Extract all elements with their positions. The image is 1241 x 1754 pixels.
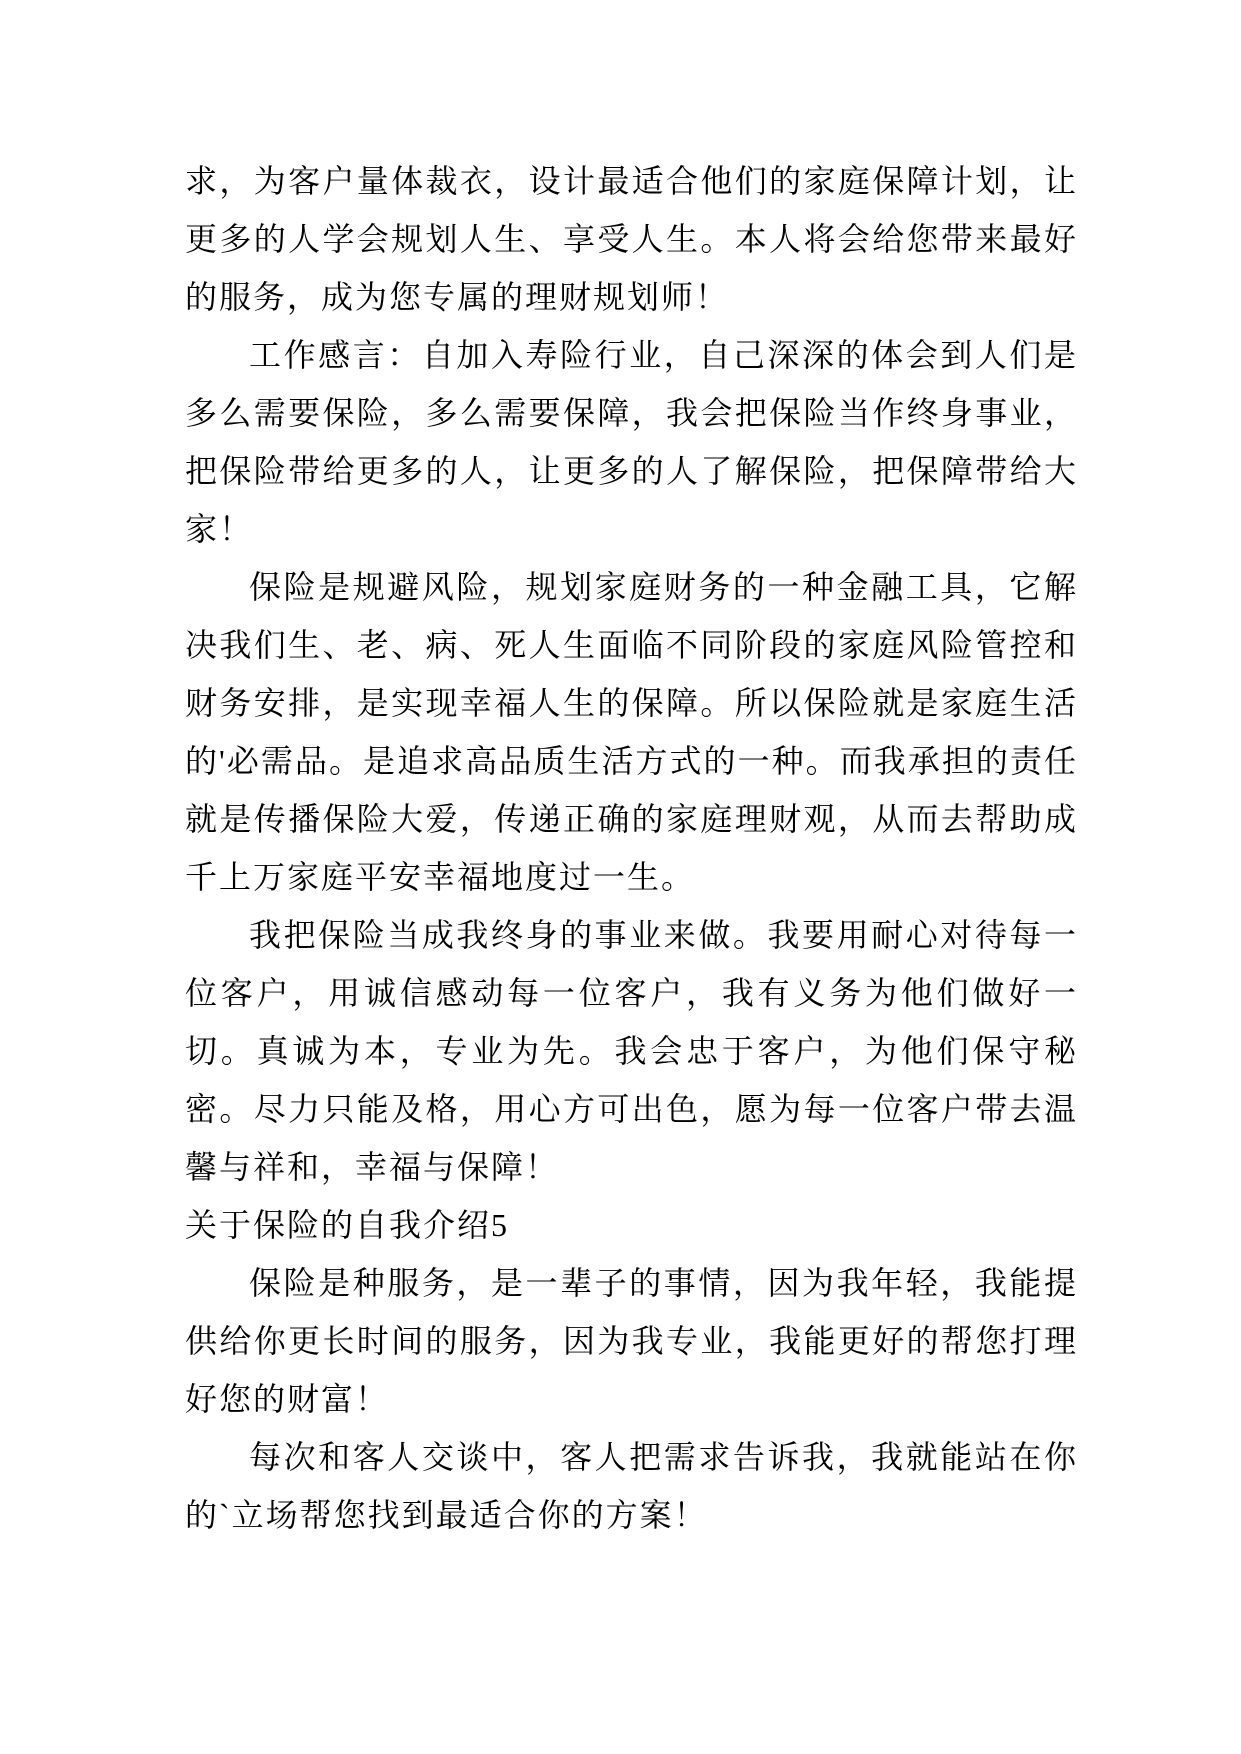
paragraph-continuation: 求，为客户量体裁衣，设计最适合他们的家庭保障计划，让更多的人学会规划人生、享受人生。本人将会给您带来最好的服务，成为您专属的理财规划师！ xyxy=(185,163,1078,315)
section-heading-intro-5: 关于保险的自我介绍5 xyxy=(185,1207,510,1243)
document-body xyxy=(185,152,1078,1544)
paragraph-career-commitment: 我把保险当成我终身的事业来做。我要用耐心对待每一位客户，用诚信感动每一位客户，我有义务为他们做好一切。真诚为本，专业为先。我会忠于客户，为他们保守秘密。尽力只能及格，用心方可出色，愿为每一位客户带去温馨与祥和，幸福与保障！ xyxy=(185,917,1078,1185)
paragraph-service-promise: 保险是种服务，是一辈子的事情，因为我年轻，我能提供给你更长时间的服务，因为我专业，我能更好的帮您打理好您的财富！ xyxy=(185,1265,1078,1417)
paragraph-work-reflection: 工作感言：自加入寿险行业，自己深深的体会到人们是多么需要保险，多么需要保障，我会把保险当作终身事业，把保险带给更多的人，让更多的人了解保险，把保障带给大家！ xyxy=(185,337,1078,547)
paragraph-insurance-definition: 保险是规避风险，规划家庭财务的一种金融工具，它解决我们生、老、病、死人生面临不同阶段的家庭风险管控和财务安排，是实现幸福人生的保障。所以保险就是家庭生活的'必需品。是追求高品质生活方式的一种。而我承担的责任就是传播保险大爱，传递正确的家庭理财观，从而去帮助成千上万家庭平安幸福地度过一生。 xyxy=(185,569,1078,895)
paragraph-customer-talk: 每次和客人交谈中，客人把需求告诉我，我就能站在你的`立场帮您找到最适合你的方案！ xyxy=(185,1439,1078,1533)
